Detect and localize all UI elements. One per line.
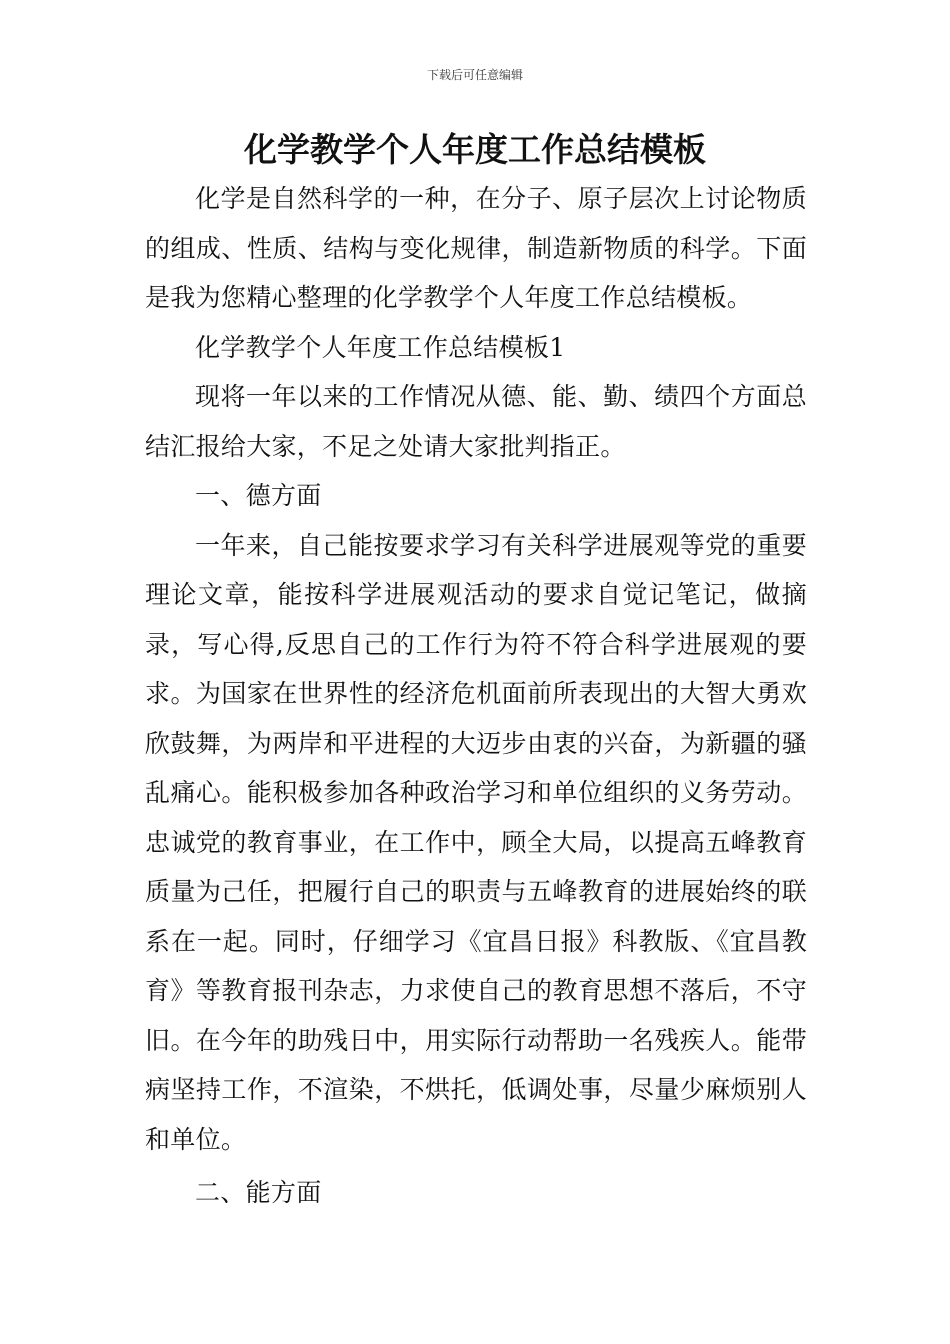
section-title-template-1: 化学教学个人年度工作总结模板1 (195, 332, 566, 362)
document-body (145, 174, 807, 1218)
intro-paragraph: 化学是自然科学的一种，在分子、原子层次上讨论物质的组成、性质、结构与变化规律，制造新物质的科学。下面是我为您精心整理的化学教学个人年度工作总结模板。 (145, 184, 807, 312)
morality-paragraph: 一年来，自己能按要求学习有关科学进展观等党的重要理论文章，能按科学进展观活动的要求自觉记笔记，做摘录，写心得,反思自己的工作行为符不符合科学进展观的要求。为国家在世界性的经济危机面前所表现出的大智大勇欢欣鼓舞，为两岸和平进程的大迈步由衷的兴奋，为新疆的骚乱痛心。能积极参加各种政治学习和单位组织的义务劳动。忠诚党的教育事业，在工作中，顾全大局，以提高五峰教育质量为己任，把履行自己的职责与五峰教育的进展始终的联系在一起。同时，仔细学习《宜昌日报》科教版、《宜昌教育》等教育报刊杂志，力求使自己的教育思想不落后，不守旧。在今年的助残日中，用实际行动帮助一名残疾人。能带病坚持工作，不渲染，不烘托，低调处事，尽量少麻烦别人和单位。 (145, 530, 807, 1154)
summary-paragraph: 现将一年以来的工作情况从德、能、勤、绩四个方面总结汇报给大家，不足之处请大家批判指正。 (145, 382, 807, 461)
header-note: 下载后可任意编辑 (426, 68, 523, 82)
section-heading-morality: 一、德方面 (195, 481, 322, 510)
document-title: 化学教学个人年度工作总结模板 (244, 130, 706, 169)
section-heading-ability: 二、能方面 (195, 1178, 322, 1207)
